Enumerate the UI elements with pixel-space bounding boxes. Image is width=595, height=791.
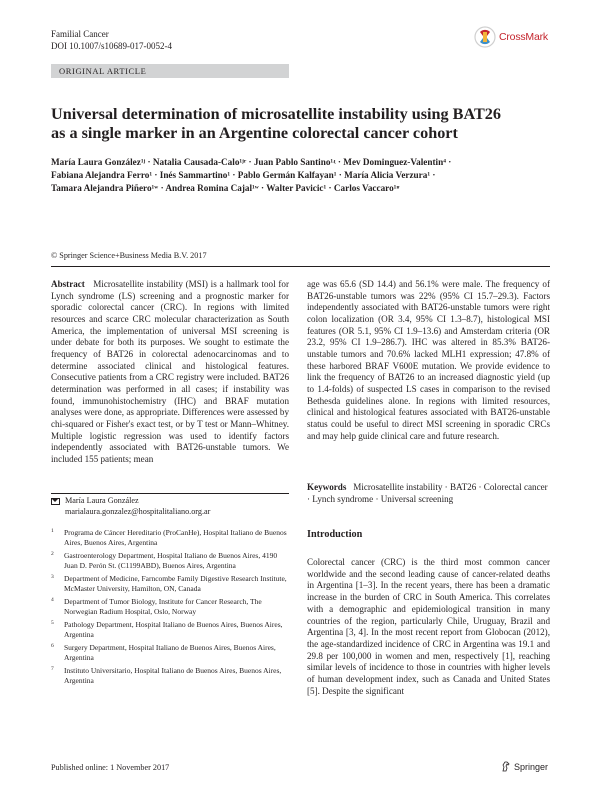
journal-name: Familial Cancer [51,29,109,39]
publisher-name: Springer [514,761,549,772]
corresponding-email[interactable]: marialaura.gonzalez@hospitalitaliano.org.ar [65,506,211,516]
crossmark-badge[interactable] [474,26,549,48]
title-line: Universal determination of microsatellite instability using BAT26 [51,105,501,123]
published-date: Published online: 1 November 2017 [51,763,170,772]
title-line: as a single marker in an Argentine colorectal cancer cohort [51,123,458,142]
article-type-banner: ORIGINAL ARTICLE [51,64,289,78]
author-line: Tamara Alejandra Piñero¹ʷ · Andrea Romina Cajal¹ʷ · Walter Pavicic¹ · Carlos Vaccaro¹ʶ [51,182,400,193]
crossmark-label: CrossMark [499,31,548,43]
copyright-notice: © Springer Science+Business Media B.V. 2017 [51,251,207,260]
envelope-icon [51,498,60,505]
abstract-left-column [51,279,289,466]
publisher-logo[interactable] [501,761,548,772]
footnote-divider [51,493,289,494]
introduction-text: Colorectal cancer (CRC) is the third most common cancer worldwide and the second leading cause of cancer-related deaths in Argentina [1–3]. In the recent years, there has been a dramatic increase in the burden of CRC in South America. This correlates with a demographic and epidemiological transition in many countries of the region, particularly Chile, Uruguay, Brazil and Argentina [3, 4]. In the most recent report from Globocan (2012), the age-standardized incidence of CRC in Argentina was 19.1 and 29.8 per 100,000 in women and men, respectively [1], reaching similar levels of incidence to those in countries with higher levels of human development index, such as Canada and United States [5]. Despite the significant [307,557,550,696]
affiliations-list [51,528,289,690]
corresponding-author: María Laura González [65,496,139,505]
keywords [307,482,550,505]
affiliation-item: 2 Gastroenterology Department, Hospital Italiano de Buenos Aires, 4190 Juan D. Perón St. (C1199ABD), Buenos Aires, Argentina [51,551,278,570]
keywords-text: Microsatellite instability · BAT26 · Colorectal cancer · Lynch syndrome · Universal screening [307,482,548,504]
affiliation-item: 5 Pathology Department, Hospital Italiano de Buenos Aires, Buenos Aires, Argentina [51,620,283,639]
affiliation-item: 4 Department of Tumor Biology, Institute for Cancer Research, The Norwegian Radium Hospital, Oslo, Norway [51,597,262,616]
abstract-label: Abstract [51,279,85,289]
section-heading-introduction: Introduction [307,529,363,540]
affiliation-item: 7 Instituto Universitario, Hospital Italiano de Buenos Aires, Buenos Aires, Argentina [51,666,282,686]
author-line: María Laura González¹ʲ · Natalia Causada-Calo¹ʲʳ · Juan Pablo Santino¹ʵ · Mev Dominguez-Valentin⁴ · [51,157,452,167]
abstract-text-left: Microsatellite instability (MSI) is a hallmark tool for Lynch syndrome (LS) screening and a prognostic marker for sporadic colorectal cancer (CRC). In regions with limited resources and scarce CRC molecular characterization as South America, the implementation of universal MSI screening is under debate for both its purposes. We sought to estimate the frequency of BAT26 in colorectal adenocarcinomas and to determine associated clinical and histological features. Consecutive patients from a CRC registry were included. BAT26 determination was performed in all cases; if instability was found, immunohistochemistry (IHC) and BRAF mutation analyses were done, as appropriate. Differences were assessed by chi-squared or Fisher's exact test, or by T test or Mann–Whitney. Multiple logistic regression was used to identify factors independently associated with BAT26-unstable tumors. We included 155 patients; mean [51,279,289,464]
author-list [51,156,551,194]
affiliation-item: 3 Department of Medicine, Farncombe Family Digestive Research Institute, McMaster University, Hamilton, ON, Canada [51,574,287,593]
article-title [51,105,551,142]
affiliation-item: 1 Programa de Cáncer Hereditario (ProCanHe), Hospital Italiano de Buenos Aires, Buenos Aires, Argentina [51,528,287,547]
springer-horse-icon [501,761,511,772]
section-divider [51,266,550,267]
journal-doi[interactable]: DOI 10.1007/s10689-017-0052-4 [51,40,172,51]
affiliation-item: 6 Surgery Department, Hospital Italiano de Buenos Aires, Buenos Aires, Argentina [51,643,276,662]
crossmark-icon [474,26,496,48]
correspondence [51,496,289,517]
abstract-right-column: age was 65.6 (SD 14.4) and 56.1% were male. The frequency of BAT26-unstable tumors was 22% (95% CI 15.7–29.3). Factors independently associated with BAT26-unstable tumors were right colon localization (OR 3.4, 95% CI 1.3–8.7), histological MSI features (OR 5.1, 95% CI 1.9–13.6) and Amsterdam criteria (OR 23.2, 95% CI 1.9–286.7). IHC was altered in 85.3% BAT26-unstable tumors and 70.6% lacked MLH1 expression; 47.8% of these harbored BRAF V600E mutation. We provide evidence to link the frequency of BAT26 to an increased diagnostic yield (up to 1.4-folds) of suspected LS cases in comparison to the revised Bethesda guidelines alone. In regions with limited resources, clinical and histological features associated with BAT26-unstable status could be useful to direct MSI screening in sporadic CRCs and may help guide clinical care and future research. [307,279,550,441]
keywords-label: Keywords [307,482,347,492]
journal-header [51,29,172,52]
author-line: Fabiana Alejandra Ferro¹ · Inés Sammartino¹ · Pablo Germán Kalfayan¹ · María Alicia Verzura¹ · [51,169,436,180]
